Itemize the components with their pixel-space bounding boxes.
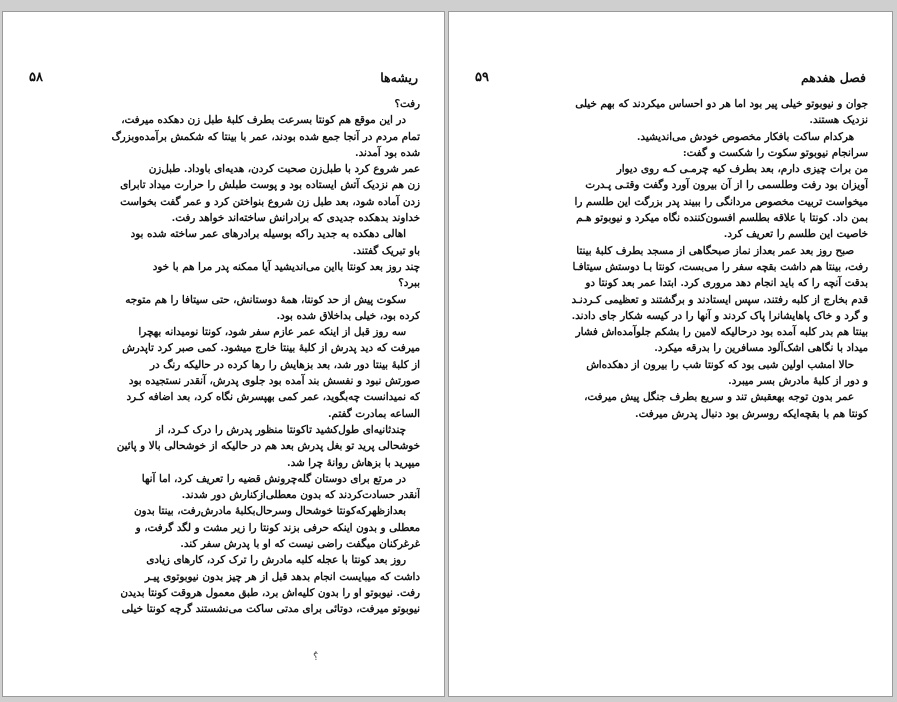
text-line: عمر بدون توجه بهعقبش تند و سریع بطرف جنگل پیش میرفت، [584, 391, 854, 404]
left-page-body [27, 96, 420, 618]
page-mark: ؟ٌ [313, 652, 319, 663]
text-line: ببرد؟ [398, 277, 420, 290]
text-line: صورتش نبود و نفسش بند آمده بود جلوی پدرش، آنقدر نستجیده بود [128, 375, 420, 388]
text-line: میداد با نگاهی اشک‌آلود مسافرین را بدرقه میکرد. [654, 342, 868, 355]
text-line: تمام مردم در آنجا جمع شده بودند، عمر با بینتا که شکمش برآمده‌وبزرگ [111, 130, 420, 143]
left-header-title: ریشه‌ها [380, 69, 418, 85]
text-line: در مرتع برای دوستان گله‌چرونش قضیه را تعریف کرد، اما آنها [141, 472, 406, 485]
text-line: بدقت آنچه را که باید انجام دهد مروری کرد. ابتدا عمر بعد کونتا دو [585, 277, 868, 290]
text-line: و گرد و خاک پاهایشانرا پاک کردند و آنها را در کیسه شکار جای دادند. [571, 309, 868, 322]
text-line: غرغرکنان میگفت راضی نیست که او با پدرش سفر کند. [180, 538, 420, 551]
text-line: رفت. نیوبوتو او را بدون کلیه‌اش برد، طبق معمول هروقت کونتا بدیدن [120, 586, 420, 599]
text-line: رفت؟ [394, 98, 420, 110]
text-line: من برات چیزی دارم، بعد بطرف کیه چرمـی کـه روی دیوار [616, 163, 868, 176]
text-line: آنقدر حسادت‌کردند که بدون معطلی‌ازکنارش دور شدند. [181, 489, 420, 502]
text-line: در این موقع هم کونتا بسرعت بطرف کلبهٔ طبل زن دهکده میرفت، [121, 114, 406, 127]
text-line: جوان و نیوبوتو خیلی پیر بود اما هر دو احساس میکردند که بهم خیلی [575, 98, 868, 110]
right-page-number: ۵۹ [475, 69, 489, 85]
text-line: نیوبوتو میرفت، دوتائی برای مدتی ساکت می‌نشستند گرچه کونتا خیلی [121, 603, 420, 616]
text-line: خداوند بدهکده جدیدی که برادرانش ساخته‌اند خواهد رفت. [171, 212, 420, 225]
text-line: هرکدام ساکت بافکار مخصوص خودش می‌اندیشید. [636, 130, 854, 143]
right-page-header [475, 68, 866, 86]
text-line: زن هم نزدیک آتش ایستاده بود و پوست طبلش را حرارت میداد تابرای [120, 179, 420, 192]
right-header-title: فصل هفدهم [800, 69, 866, 85]
text-line: رفت، بینتا هم داشت بقچه سفر را می‌بست، کونتا بـا دوستش سیتافـا [572, 260, 868, 273]
text-line: کرده بود، خیلی بداخلاق شده بود. [276, 309, 420, 322]
text-line: الساعه بمادرت گفتم. [327, 407, 420, 420]
text-line: حالا امشب اولین شبی بود که کونتا شب را بیرون از دهکده‌اش [586, 358, 854, 371]
text-line: میرفت که دید پدرش از کلبهٔ بینتا خارج میشود. کمی صبر کرد تاپدرش [122, 342, 420, 355]
text-line: از کلبهٔ بینتا دور شد، بعد بزهایش را رها کرده در حالیکه رنگ در [150, 358, 420, 371]
text-line: نزدیک هستند. [809, 114, 868, 127]
text-line: شده بود آمدند. [354, 146, 420, 159]
text-line: خوشحالی پرید تو بغل پدرش بعد هم در حالیکه از خوشحالی بالا و پائین [116, 440, 420, 453]
text-line: میخواست تربیت مخصوص مردانگی را ببیند پدر بزرگت این طلسم را [574, 195, 868, 208]
text-line: عمر شروع کرد با طبل‌زن صحبت کردن، هدیه‌ای باوداد. طبل‌زن [148, 163, 420, 176]
text-line: چند روز بعد کونتا بااین می‌اندیشید آیا ممکنه پدر مرا هم با خود [152, 260, 420, 273]
text-line: قدم بخارج از کلبه رفتند، سپس ایستادند و برگشتند و تعظیمی کـردنـد [571, 293, 868, 306]
text-line: سه روز قبل از اینکه عمر عازم سفر شود، کونتا نومیدانه بهچرا [138, 326, 406, 339]
text-line: خاصیت این طلسم را تعریف کرد. [723, 228, 868, 241]
right-page-body [473, 96, 868, 422]
text-line: بینتا هم بدر کلبه آمده بود درحالیکه لامین را بشکم جلوآمده‌اش فشار [575, 326, 868, 339]
text-line: سکوت پیش از حد کونتا، همهٔ دوستانش، حتی سیتافا را هم متوجه [125, 293, 406, 306]
left-page [3, 12, 444, 696]
left-page-header [29, 68, 418, 86]
text-line: بمن داد. کونتا با علاقه بطلسم افسون‌کننده نگاه میکرد و نیوبوتو هـم [576, 212, 868, 225]
text-line: بعدازظهر‌که‌کونتا خوشحال وسرحال‌بکلبهٔ مادرش‌رفت، بینتا بدون [133, 505, 406, 518]
right-page [449, 12, 892, 696]
text-line: روز بعد کونتا با عجله کلبه مادرش را ترک کرد، کارهای زیادی [146, 554, 406, 567]
text-line: باو تبریک گفتند. [352, 244, 420, 257]
text-line: و دور از کلبهٔ مادرش بسر میبرد. [728, 375, 868, 388]
text-line: کونتا هم با بقچه‌ایکه روسرش بود دنبال پدرش میرفت. [635, 407, 868, 420]
text-line: داشت که میبایست انجام بدهد قبل از هر چیز بدون نیوبوتوی پیـر [144, 570, 420, 583]
text-line: چندثانیه‌ای طول‌کشید تا‌کونتا منظور پدرش را درک کـرد، از [155, 423, 406, 436]
text-line: زدن آماده شود، بعد طبل زن شروع بنواختن کرد و عمر گفت بخواست [120, 195, 420, 208]
text-line: معطلی و بدون اینکه حرفی بزند کونتا را زیر مشت و لگد گرفت، و [135, 521, 420, 534]
text-line: میپرید با بزهاش روانهٔ چرا شد. [286, 456, 420, 469]
text-line: که نمیدانست چه‌بگوید، عمر کمی بهپسرش نگاه کرد، بعد اضافه کـرد [126, 391, 420, 404]
text-line: صبح روز بعد عمر بعداز نماز صبحگاهی از مسجد بطرف کلبهٔ بینتا [576, 244, 854, 257]
text-line: سرانجام نیوبوتو سکوت را شکست و گفت: [682, 146, 868, 159]
left-page-number: ۵۸ [29, 69, 43, 85]
text-line: آویزان بود رفت وطلسمی را از آن بیرون آورد وگفت وقتـی پـدرت [585, 179, 868, 192]
text-line: اهالی دهکده به جدید راکه بوسیله برادرهای عمر ساخته شده بود [130, 228, 406, 241]
